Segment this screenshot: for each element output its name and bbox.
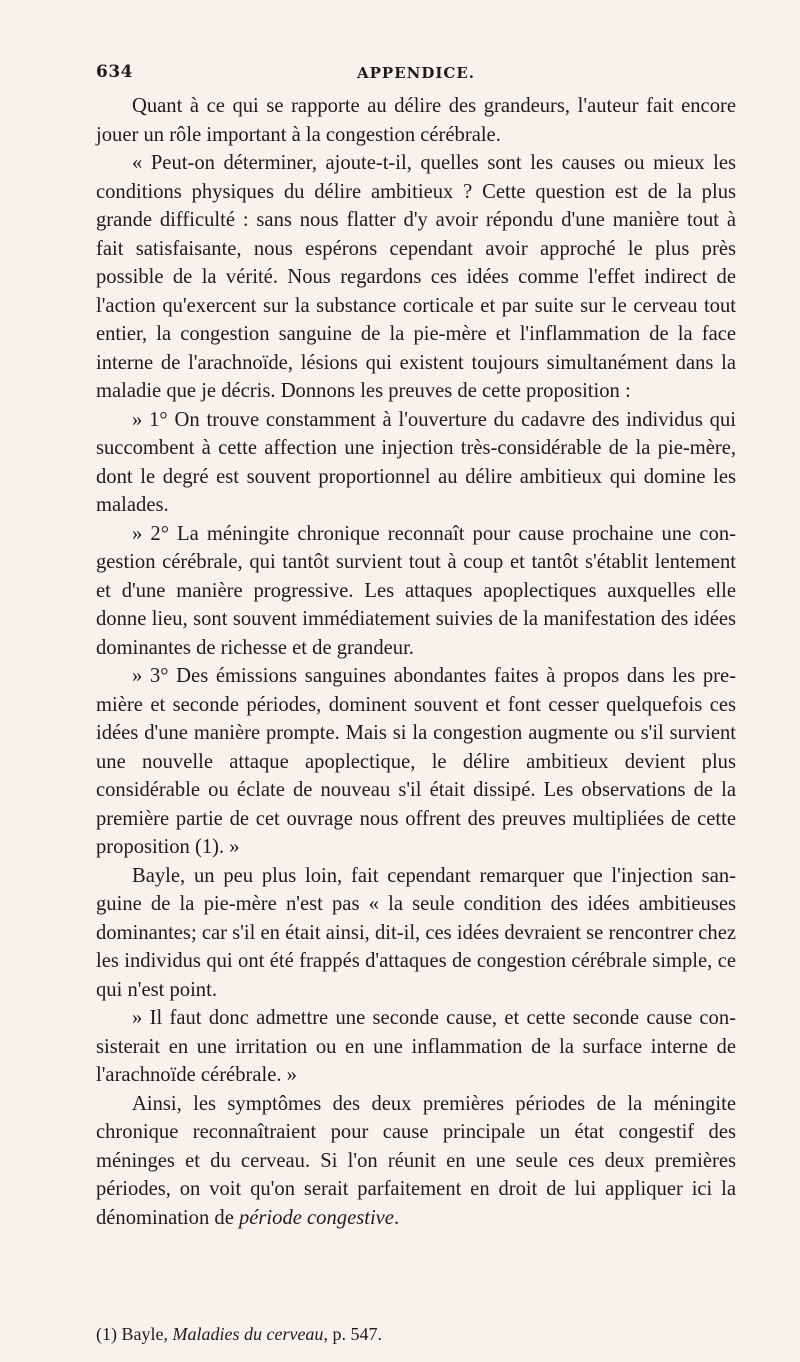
page-header [96,62,736,86]
paragraph: » 3° Des émissions sanguines abondantes faites à propos dans les première et seconde périodes, dominent souvent et font cesser quelquefois ces idées d'une manière prompte. Mais si la congestion augmente ou s'il survient une nouvelle attaque apoplectique, le délire ambitieux devient plus considérable ou éclate de nouveau s'il était dissipé. Les observations de la première partie de cet ouvrage nous offrent des preuves multipliées de cette proposition (1). » [96,665,736,858]
paragraph: Quant à ce qui se rapporte au délire des grandeurs, l'auteur fait encore jouer un rôle important à la congestion cérébrale. [96,95,736,146]
paragraph: « Peut-on déterminer, ajoute-t-il, quelles sont les causes ou mieux les conditions physiques du délire ambitieux ? Cette question est de la plus grande difficulté : sans nous flatter d'y avoir répondu d'une manière tout à fait satisfaisante, nous espérons cependant avoir approché le plus près possible de la vérité. Nous regardons ces idées comme l'effet indirect de l'action qu'exercent sur la substance corticale et par suite sur le cerveau tout entier, la congestion sanguine de la pie-mère et l'inflammation de la face interne de l'arachnoïde, lésions qui existent toujours simultanément dans la maladie que je décris. Donnons les preuves de cette proposition : [96,152,736,402]
paragraph-end: . [393,1206,400,1229]
paragraph: Bayle, un peu plus loin, fait cependant remarquer que l'injection sanguine de la pie-mère n'est pas « la seule condition des idées ambitieuses dominantes; car s'il en était ainsi, dit-il, ces idées devraient se rencontrer chez les individus qui ont été frappés d'attaques de congestion cérébrale simple, ce qui n'est point. [96,864,736,1001]
paragraph-text: Ainsi, les symptômes des deux premières périodes de la méningite chronique reconnaîtraient pour cause principale un état congestif des méninges et du cerveau. Si l'on réunit en une seule ces deux premières périodes, on voit qu'on serait parfaitement en droit de lui appliquer ici la dénomination de [96,1092,736,1229]
paragraph: » Il faut donc admettre une seconde cause, et cette seconde cause consisterait en une irritation ou en une inflammation de la surface interne de l'arachnoïde cérébrale. » [96,1007,736,1086]
paragraph-final [96,1090,736,1233]
running-head: APPENDICE. [357,64,475,82]
footnote-marker: (1) Bayle, [96,1324,173,1344]
body-text [96,92,736,1232]
footnote [96,1323,736,1345]
paragraph: » 2° La méningite chronique reconnaît pour cause prochaine une congestion cérébrale, qui tantôt survient tout à coup et tantôt s'établit lentement et d'une manière progressive. Les attaques apoplectiques auxquelles elle donne lieu, sont souvent immédiatement suivies de la manifestation des idées dominantes de richesse et de grandeur. [96,522,736,659]
page-number: 634 [96,62,133,82]
footnote-rest: , p. 547. [323,1324,382,1344]
footnote-title: Maladies du cerveau [172,1324,324,1344]
emphasis-term: période congestive [238,1206,394,1229]
paragraph: » 1° On trouve constamment à l'ouverture du cadavre des individus qui succombent à cette affection une injection très-considérable de la pie-mère, dont le degré est souvent proportionnel au délire ambitieux qui domine les malades. [96,408,736,516]
